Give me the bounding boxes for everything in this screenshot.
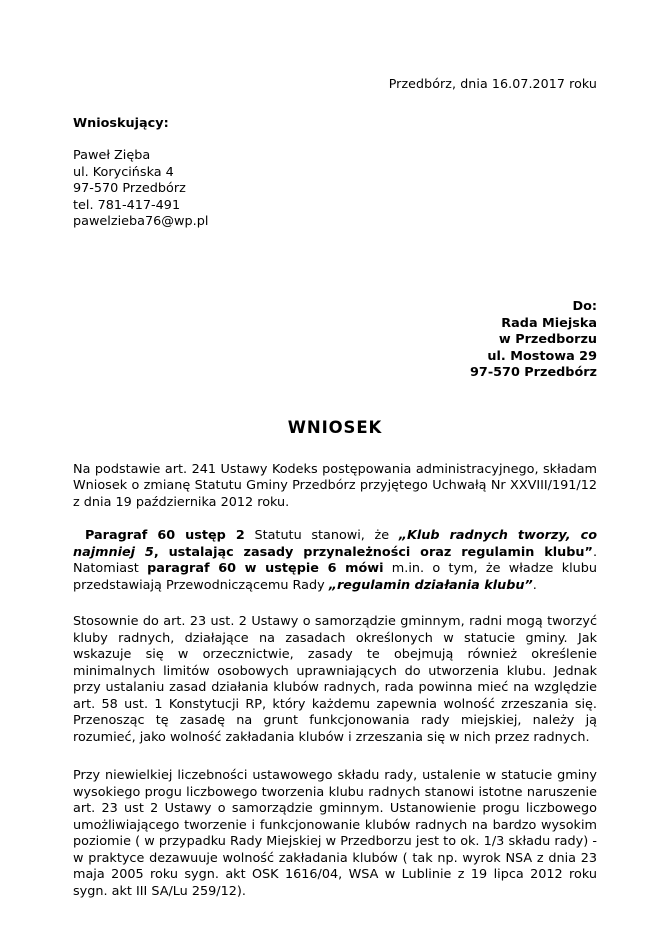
paragraph-statute-quotes — [73, 528, 597, 594]
paragraph-legal-basis: Na podstawie art. 241 Ustawy Kodeks postępowania administracyjnego, składam Wniosek o zmianę Statutu Gminy Przedbórz przyjętego Uchwałą Nr XXVIII/191/12 z dnia 19 października 2012 roku. — [73, 461, 597, 510]
page-title: WNIOSEK — [287, 417, 383, 437]
recipient-label: Do: — [572, 298, 597, 314]
paragraph-case-law: Stosownie do art. 23 ust. 2 Ustawy o samorządzie gminnym, radni mogą tworzyć kluby radnych, działające na zasadach określonych w statucie gminy. Jak wskazuje się w orzecznictwie, zasady te obejmują również określenie minimalnych limitów osobowych uprawniających do utworzenia klubu. Jednak przy ustalaniu zasad działania klubów radnych, rada powinna mieć na względzie art. 58 ust. 1 Konstytucji RP, który każdemu zapewnia wolność zrzeszania się. Przenosząc tę zasadę na grunt funkcjonowania rady miejskiej, należy ją rozumieć, jako wolność zakładania klubów i zrzeszania się w nich przez radnych. — [73, 614, 597, 745]
statute-text-1: Statutu stanowi, że — [244, 528, 399, 544]
statute-text-4: . — [532, 577, 537, 593]
statute-ref-60-6: paragraf 60 w ustępie 6 mówi — [147, 561, 384, 577]
statute-ref-60-2: Paragraf 60 ustęp 2 — [85, 528, 245, 544]
sender-email: pawelzieba76@wp.pl — [73, 214, 209, 230]
sender-street: ul. Korycińska 4 — [73, 164, 174, 180]
statute-text-3: m.in. o tym, że władze klubu przedstawiają Przewodniczącemu Rady — [73, 561, 598, 593]
statute-quote-2: „regulamin działania klubu” — [328, 577, 533, 593]
sender-heading: Wnioskujący: — [73, 116, 169, 131]
document-content — [73, 0, 597, 900]
statute-quote-1-open: „Klub radnych tworzy, co najmniej 5 — [73, 528, 598, 560]
sender-postal-city: 97-570 Przedbórz — [73, 181, 186, 197]
recipient-line-2: w Przedborzu — [498, 332, 597, 348]
recipient-line-4: 97-570 Przedbórz — [470, 365, 597, 381]
statute-quote-1-close: , ustalając zasady przynależności oraz regulamin klubu” — [153, 544, 593, 560]
paragraph-conclusion: Przy niewielkiej liczebności ustawowego składu rady, ustalenie w statucie gminy wysokiego progu liczbowego tworzenia klubu radnych stanowi istotne naruszenie art. 23 ust 2 Ustawy o samorządzie gminnym. Ustanowienie progu liczbowego umożliwiającego tworzenie i funkcjonowanie klubów radnych na bardzo wysokim poziomie ( w przypadku Rady Miejskiej w Przedborzu jest to ok. 1/3 składu rady) - w praktyce dezawuuje wolność zakładania klubów ( tak np. wyrok NSA z dnia 23 maja 2005 roku sygn. akt OSK 1616/04, WSA w Lublinie z 19 lipca 2012 roku sygn. akt III SA/Lu 259/12). — [73, 768, 597, 899]
sender-name: Paweł Zięba — [73, 148, 151, 163]
date-line: Przedbórz, dnia 16.07.2017 roku — [388, 76, 597, 91]
sender-phone: tel. 781-417-491 — [73, 197, 181, 213]
recipient-address-block — [73, 299, 597, 382]
statute-text-2: . Natomiast — [73, 544, 598, 577]
recipient-line-1: Rada Miejska — [501, 315, 597, 331]
recipient-line-3: ul. Mostowa 29 — [487, 348, 597, 364]
sender-address-block — [73, 148, 597, 231]
